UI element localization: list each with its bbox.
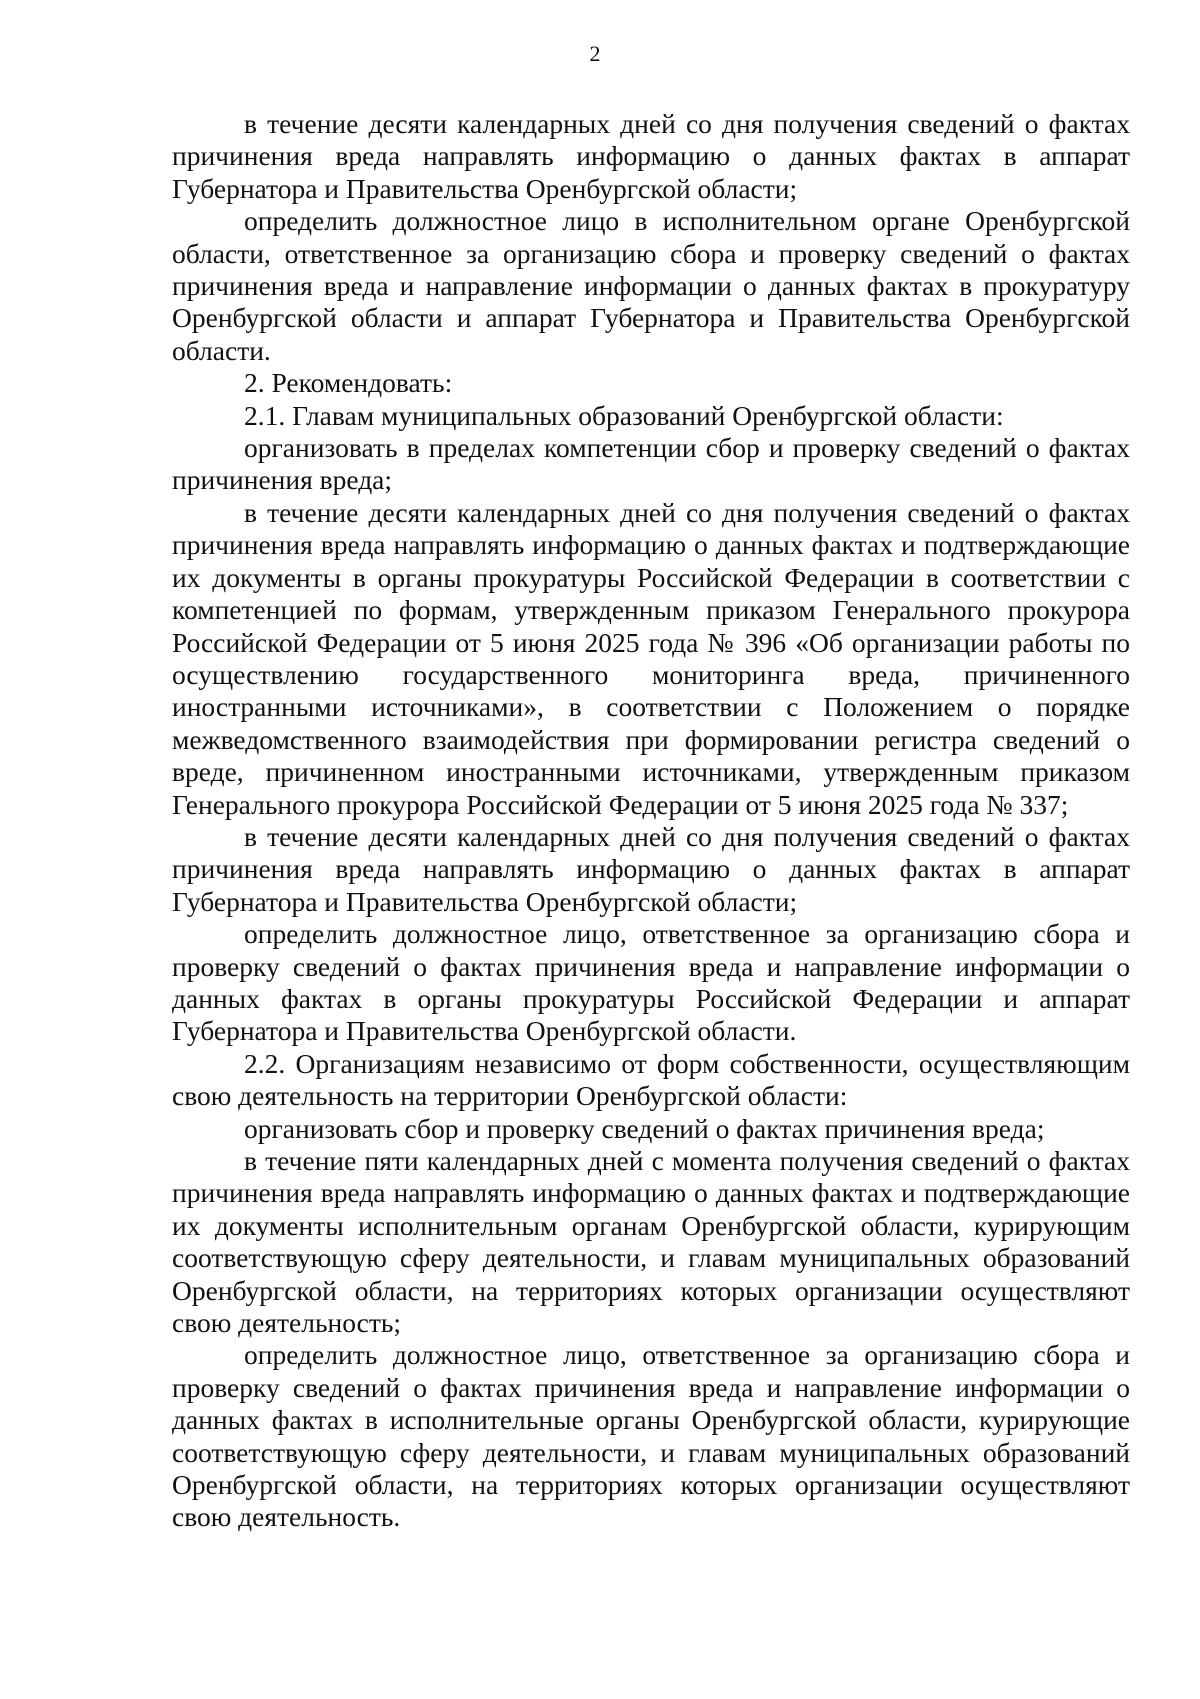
- paragraph: организовать в пределах компетенции сбор и проверку сведений о фактах причинения вреда;: [172, 432, 1130, 496]
- paragraph: в течение десяти календарных дней со дня получения сведений о фактах причинения вреда направлять информацию о данных фактах в аппарат Губернатора и Правительства Оренбургской области;: [172, 820, 1130, 917]
- subsection-heading: 2.2. Организациям независимо от форм собственности, осуществляющим свою деятельность на территории Оренбургской области:: [172, 1047, 1130, 1112]
- subsection-heading: 2.1. Главам муниципальных образований Оренбургской области:: [244, 399, 1004, 431]
- paragraph: в течение пяти календарных дней с момента получения сведений о фактах причинения вреда направлять информацию о данных фактах и подтверждающие их документы исполнительным органам Оренбургской области, курирующим соответствующую сферу деятельности, и главам муниципальных образований Оренбургской области, на территориях которых организации осуществляют свою деятельность;: [172, 1145, 1130, 1339]
- page-number: 2: [589, 41, 601, 66]
- document-body: [172, 108, 1130, 1534]
- paragraph: организовать сбор и проверку сведений о фактах причинения вреда;: [244, 1112, 1045, 1144]
- section-heading: 2. Рекомендовать:: [244, 367, 453, 399]
- paragraph: определить должностное лицо, ответственное за организацию сбора и проверку сведений о фактах причинения вреда и направление информации о данных фактах в исполнительные органы Оренбургской области, курирующие соответствующую сферу деятельности, и главам муниципальных образований Оренбургской области, на территориях которых организации осуществляют свою деятельность.: [172, 1339, 1130, 1533]
- paragraph: определить должностное лицо, ответственное за организацию сбора и проверку сведений о фактах причинения вреда и направление информации о данных фактах в органы прокуратуры Российской Федерации и аппарат Губернатора и Правительства Оренбургской области.: [172, 918, 1130, 1047]
- paragraph: определить должностное лицо в исполнительном органе Оренбургской области, ответственное за организацию сбора и проверку сведений о фактах причинения вреда и направление информации о данных фактах в прокуратуру Оренбургской области и аппарат Губернатора и Правительства Оренбургской области.: [172, 205, 1130, 366]
- paragraph: в течение десяти календарных дней со дня получения сведений о фактах причинения вреда направлять информацию о данных фактах в аппарат Губернатора и Правительства Оренбургской области;: [172, 108, 1130, 204]
- paragraph: в течение десяти календарных дней со дня получения сведений о фактах причинения вреда направлять информацию о данных фактах и подтверждающие их документы в органы прокуратуры Российской Федерации в соответствии с компетенцией по формам, утвержденным приказом Генерального прокурора Российской Федерации от 5 июня 2025 года № 396 «Об организации работы по осуществлению государственного мониторинга вреда, причиненного иностранными источниками», в соответствии с Положением о порядке межведомственного взаимодействия при формировании регистра сведений о вреде, причиненном иностранными источниками, утвержденным приказом Генерального прокурора Российской Федерации от 5 июня 2025 года № 337;: [172, 496, 1130, 820]
